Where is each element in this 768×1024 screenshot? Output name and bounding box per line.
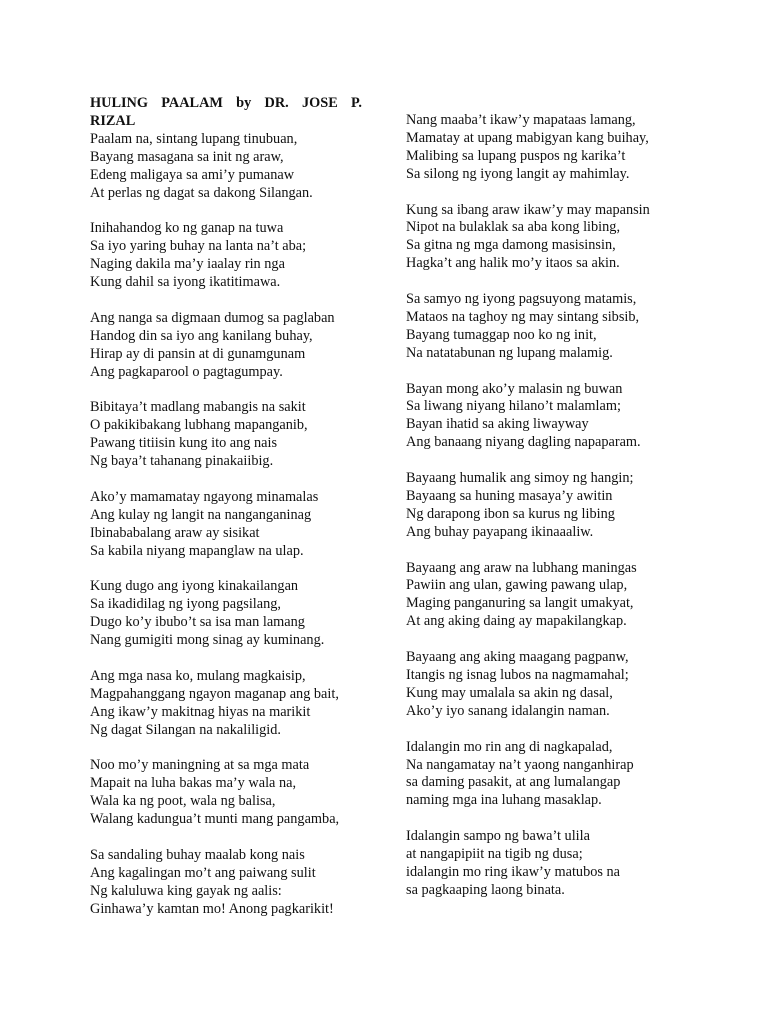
poem-line: Dugo ko’y ibubo’t sa isa man lamang xyxy=(90,614,305,631)
poem-line: At ang aking daing ay mapakilangkap. xyxy=(406,613,627,630)
poem-line: Ang kagalingan mo’t ang paiwang sulit xyxy=(90,864,316,881)
poem-line: Ang banaang niyang dagling napaparam. xyxy=(406,434,641,451)
poem-line: Ang kulay ng langit na nanganganinag xyxy=(90,506,312,523)
poem-line: Mamatay at upang mabigyan kang buihay, xyxy=(406,129,649,146)
stanza xyxy=(90,310,362,382)
stanza xyxy=(406,291,706,363)
poem-line: Kung dugo ang iyong kinakailangan xyxy=(90,578,299,595)
poem-line: Ako’y iyo sanang idalangin naman. xyxy=(406,702,610,719)
poem-line: Sa liwang niyang hilano’t malamlam; xyxy=(406,398,621,415)
stanza xyxy=(406,649,706,721)
poem-line: Inihahandog ko ng ganap na tuwa xyxy=(90,220,284,237)
poem-line: Noo mo’y maningning at sa mga mata xyxy=(90,757,310,774)
poem-line: Ng baya’t tahanang pinakaiibig. xyxy=(90,453,274,470)
poem-line: Maging panganuring sa langit umakyat, xyxy=(406,595,634,612)
poem-line: Bayang masagana sa init ng araw, xyxy=(90,148,284,165)
stanza xyxy=(406,739,706,811)
poem-line: Nipot na bulaklak sa aba kong libing, xyxy=(406,219,621,236)
poem-line: Sa silong ng iyong langit ay mahimlay. xyxy=(406,165,630,182)
poem-line: Ng kaluluwa king gayak ng aalis: xyxy=(90,882,282,899)
poem-line: Ang pagkaparool o pagtagumpay. xyxy=(90,363,283,380)
stanza xyxy=(90,399,362,471)
poem-line: Na natatabunan ng lupang malamig. xyxy=(406,344,613,361)
poem-line: Ang buhay payapang ikinaaaliw. xyxy=(406,523,594,540)
stanza xyxy=(406,202,706,274)
stanza xyxy=(90,131,362,203)
poem-line: sa pagkaaping laong binata. xyxy=(406,881,565,898)
poem-line: Nang gumigiti mong sinag ay kuminang. xyxy=(90,632,325,649)
poem-line: Kung dahil sa iyong ikatitimawa. xyxy=(90,274,281,291)
poem-line: Kung sa ibang araw ikaw’y may mapansin xyxy=(406,201,650,218)
stanza xyxy=(90,847,362,919)
left-column xyxy=(90,95,362,936)
poem-line: Sa kabila niyang mapanglaw na ulap. xyxy=(90,542,304,559)
stanza xyxy=(90,489,362,561)
poem-line: Ng dagat Silangan na nakaliligid. xyxy=(90,721,281,738)
poem-line: Wala ka ng poot, wala ng balisa, xyxy=(90,793,276,810)
poem-line: Bibitaya’t madlang mabangis na sakit xyxy=(90,399,306,416)
poem-line: idalangin mo ring ikaw’y matubos na xyxy=(406,863,621,880)
stanza xyxy=(406,560,706,632)
poem-line: Ng darapong ibon sa kurus ng libing xyxy=(406,505,615,522)
poem-line: Kung may umalala sa akin ng dasal, xyxy=(406,684,613,701)
poem-line: Sa gitna ng mga damong masisinsin, xyxy=(406,237,616,254)
stanza xyxy=(90,668,362,740)
poem-line: naming mga ina luhang masaklap. xyxy=(406,792,602,809)
left-stanzas xyxy=(90,131,362,919)
poem-line: At perlas ng dagat sa dakong Silangan. xyxy=(90,184,313,201)
poem-line: Pawang titiisin kung ito ang nais xyxy=(90,435,278,452)
poem-line: Ang mga nasa ko, mulang magkaisip, xyxy=(90,667,306,684)
stanza xyxy=(406,381,706,453)
poem-line: Ang ikaw’y makitnag hiyas na marikit xyxy=(90,703,311,720)
poem-line: Handog din sa iyo ang kanilang buhay, xyxy=(90,327,313,344)
poem-line: Walang kadungua’t munti mang pangamba, xyxy=(90,811,340,828)
poem-line: Bayan ihatid sa aking liwayway xyxy=(406,416,589,433)
right-stanzas xyxy=(406,112,706,900)
poem-line: Ako’y mamamatay ngayong minamalas xyxy=(90,488,319,505)
poem-line: Nang maaba’t ikaw’y mapataas lamang, xyxy=(406,112,636,128)
poem-line: Idalangin sampo ng bawa’t ulila xyxy=(406,828,590,845)
stanza xyxy=(406,112,706,184)
poem-line: Bayaang humalik ang simoy ng hangin; xyxy=(406,470,634,487)
poem-line: Sa samyo ng iyong pagsuyong matamis, xyxy=(406,291,637,308)
poem-line: Mataos na taghoy ng may sintang sibsib, xyxy=(406,308,640,325)
poem-line: Bayaang ang aking maagang pagpanw, xyxy=(406,649,629,666)
poem-line: Ang nanga sa digmaan dumog sa paglaban xyxy=(90,309,335,326)
poem-line: Magpahanggang ngayon maganap ang bait, xyxy=(90,685,339,702)
poem-line: Idalangin mo rin ang di nagkapalad, xyxy=(406,738,613,755)
poem-line: Sa sandaling buhay maalab kong nais xyxy=(90,846,305,863)
poem-line: Bayang tumaggap noo ko ng init, xyxy=(406,326,597,343)
poem-line: Sa iyo yaring buhay na lanta na’t aba; xyxy=(90,238,307,255)
poem-line: Ginhawa’y kamtan mo! Anong pagkarikit! xyxy=(90,900,334,917)
poem-line: Mapait na luha bakas ma’y wala na, xyxy=(90,775,297,792)
stanza xyxy=(406,470,706,542)
poem-line: O pakikibakang lubhang mapanganib, xyxy=(90,417,308,434)
poem-line: Bayaang sa huning masaya’y awitin xyxy=(406,487,613,504)
poem-line: Hagka’t ang halik mo’y itaos sa akin. xyxy=(406,255,620,272)
poem-line: sa daming pasakit, at ang lumalangap xyxy=(406,774,621,791)
poem-line: Pawiin ang ulan, gawing pawang ulap, xyxy=(406,577,628,594)
stanza xyxy=(90,220,362,292)
poem-line: Malibing sa lupang puspos ng karika’t xyxy=(406,147,626,164)
poem-line: Ibinababalang araw ay sisikat xyxy=(90,524,260,541)
poem-line: Edeng maligaya sa ami’y pumanaw xyxy=(90,166,295,183)
poem-line: Paalam na, sintang lupang tinubuan, xyxy=(90,130,298,147)
poem-line: Naging dakila ma’y iaalay rin nga xyxy=(90,256,285,273)
poem-line: Na nangamatay na’t yaong nanganhirap xyxy=(406,756,634,773)
stanza xyxy=(90,578,362,650)
right-column xyxy=(406,112,706,918)
poem-line: Bayan mong ako’y malasin ng buwan xyxy=(406,380,623,397)
poem-line: Sa ikadidilag ng iyong pagsilang, xyxy=(90,596,281,613)
poem-line: Bayaang ang araw na lubhang maningas xyxy=(406,559,637,576)
poem-line: at nangapipiit na tigib ng dusa; xyxy=(406,846,583,863)
stanza xyxy=(90,757,362,829)
poem-line: Itangis ng isnag lubos na nagmamahal; xyxy=(406,667,629,683)
stanza xyxy=(406,828,706,900)
poem-line: Hirap ay di pansin at di gunamgunam xyxy=(90,345,306,362)
poem-title: HULING PAALAM by DR. JOSE P. RIZAL xyxy=(90,95,362,129)
